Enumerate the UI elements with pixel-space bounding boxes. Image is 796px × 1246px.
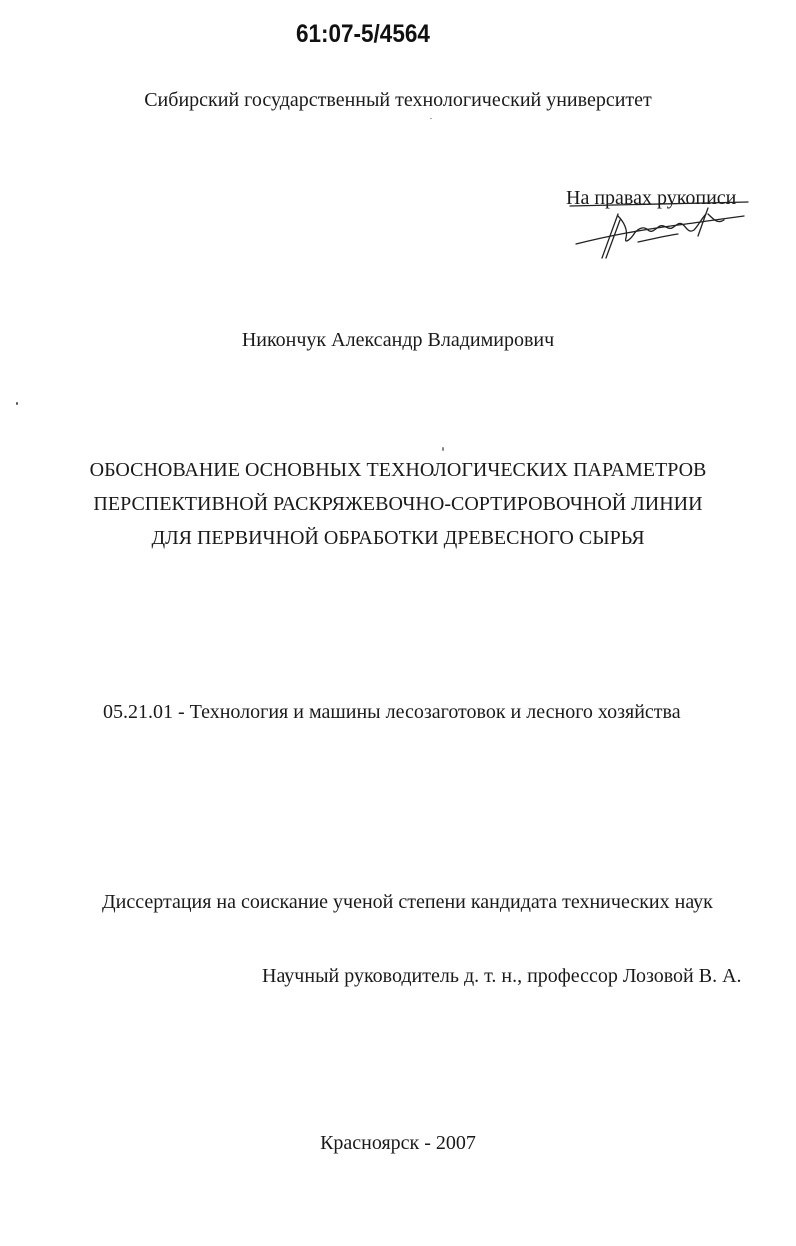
scientific-supervisor: Научный руководитель д. т. н., профессор Лозовой В. А.: [262, 965, 742, 987]
dissertation-title: [0, 453, 796, 555]
title-line-2: ПЕРСПЕКТИВНОЙ РАСКРЯЖЕВОЧНО-СОРТИРОВОЧНОЙ ЛИНИИ: [93, 493, 703, 515]
specialty-code: 05.21.01 - Технология и машины лесозаготовок и лесного хозяйства: [103, 701, 681, 723]
archive-stamp: 61:07-5/4564: [296, 20, 430, 48]
signature-icon: [568, 200, 753, 262]
city-year: Красноярск - 2007: [320, 1132, 476, 1154]
title-line-1: ОБОСНОВАНИЕ ОСНОВНЫХ ТЕХНОЛОГИЧЕСКИХ ПАРАМЕТРОВ: [89, 459, 707, 481]
title-line-3: ДЛЯ ПЕРВИЧНОЙ ОБРАБОТКИ ДРЕВЕСНОГО СЫРЬЯ: [151, 527, 645, 549]
scan-speck: [430, 118, 432, 119]
author-name: Никончук Александр Владимирович: [241, 329, 555, 351]
scan-speck: [442, 447, 444, 451]
scan-speck: [16, 402, 18, 405]
university-name: Сибирский государственный технологический университет: [144, 89, 652, 111]
degree-statement: Диссертация на соискание ученой степени кандидата технических наук: [102, 891, 713, 913]
manuscript-note: На правах рукописи: [566, 187, 737, 209]
